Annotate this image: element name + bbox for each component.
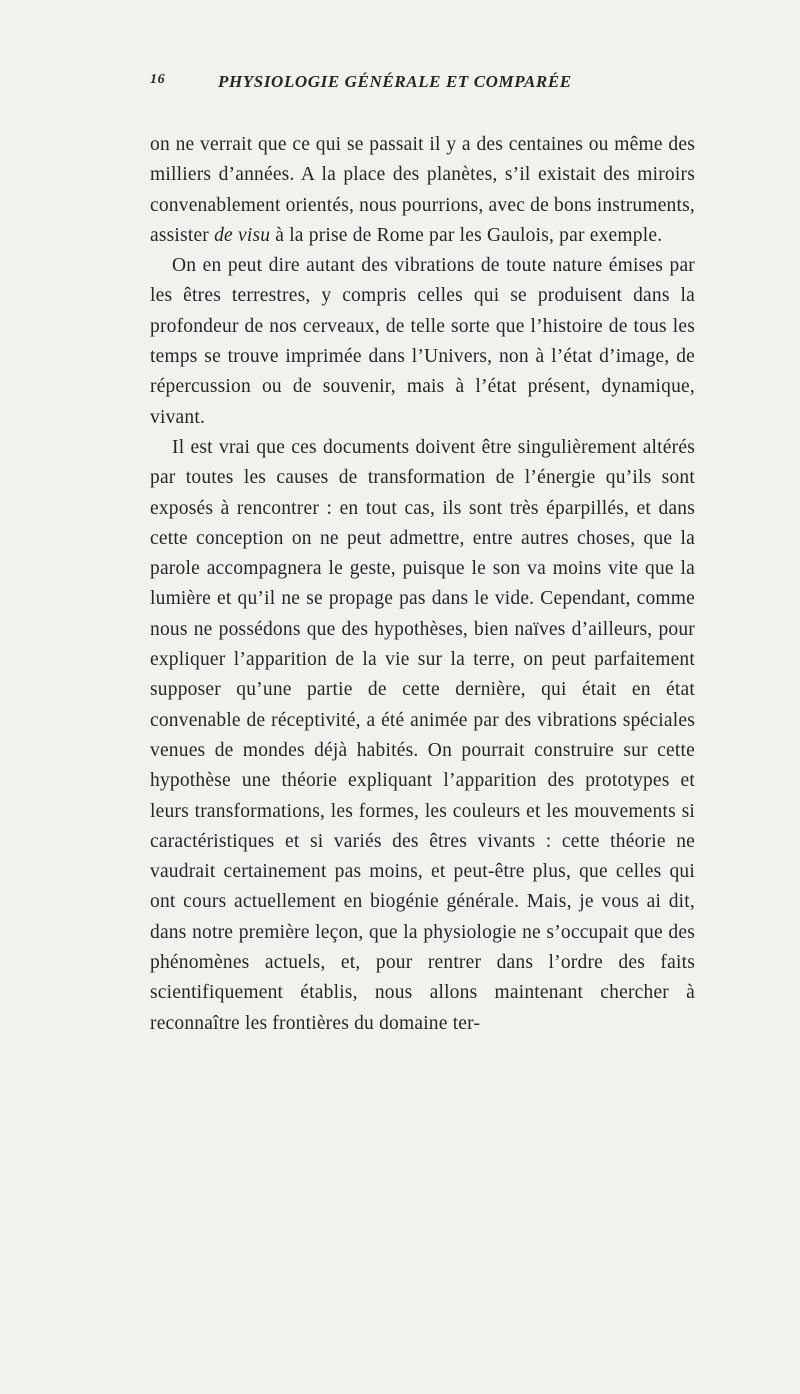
paragraph-text: à la prise de Rome par les Gaulois, par exemple. [270,224,663,246]
paragraph: On en peut dire autant des vibrations de toute nature émises par les êtres terrestres, y compris celles qui se produisent dans la profondeur de nos cerveaux, de telle sorte que l’histoire de tous les temps se trouve imprimée dans l’Univers, non à l’état d’image, de répercussion ou de souvenir, mais à l’état présent, dynamique, vivant. [150,255,695,428]
page-number: 16 [150,72,166,87]
running-head [150,72,695,112]
book-page [150,72,695,1039]
paragraph-text: on ne verrait que ce qui se passait il y a des centaines ou même des milliers d’années. A la place des planètes, s’il existait des miroirs convenablement orientés, nous pourrions, avec de bons instruments, assister [150,134,695,246]
paragraph-continuation [150,130,695,251]
italic-phrase: de visu [214,224,271,246]
running-title: PHYSIOLOGIE GÉNÉRALE ET COMPARÉE [218,72,572,91]
paragraph: Il est vrai que ces documents doivent être singulièrement altérés par toutes les causes de transformation de l’énergie qu’ils sont exposés à rencontrer : en tout cas, ils sont très éparpillés, et dans cette conception on ne peut admettre, entre autres choses, que la parole accompagnera le geste, puisque le son va moins vite que la lumière et qu’il ne se propage pas dans le vide. Cependant, comme nous ne possédons que des hypothèses, bien naïves d’ailleurs, pour expliquer l’apparition de la vie sur la terre, on peut parfaitement supposer qu’une partie de cette dernière, qui était en état convenable de réceptivité, a été animée par des vibrations spéciales venues de mondes déjà habités. On pourrait construire sur cette hypothèse une théorie expliquant l’apparition des prototypes et leurs transformations, les formes, les couleurs et les mouvements si caractéristiques et si variés des êtres vivants : cette théorie ne vaudrait certainement pas moins, et peut-être plus, que celles qui ont cours actuellement en biogénie générale. Mais, je vous ai dit, dans notre première leçon, que la physiologie ne s’occupait que des phénomènes actuels, et, pour rentrer dans l’ordre des faits scientifiquement établis, nous allons maintenant chercher à reconnaître les frontières du domaine ter- [150,436,695,1034]
body-text [150,130,695,1039]
